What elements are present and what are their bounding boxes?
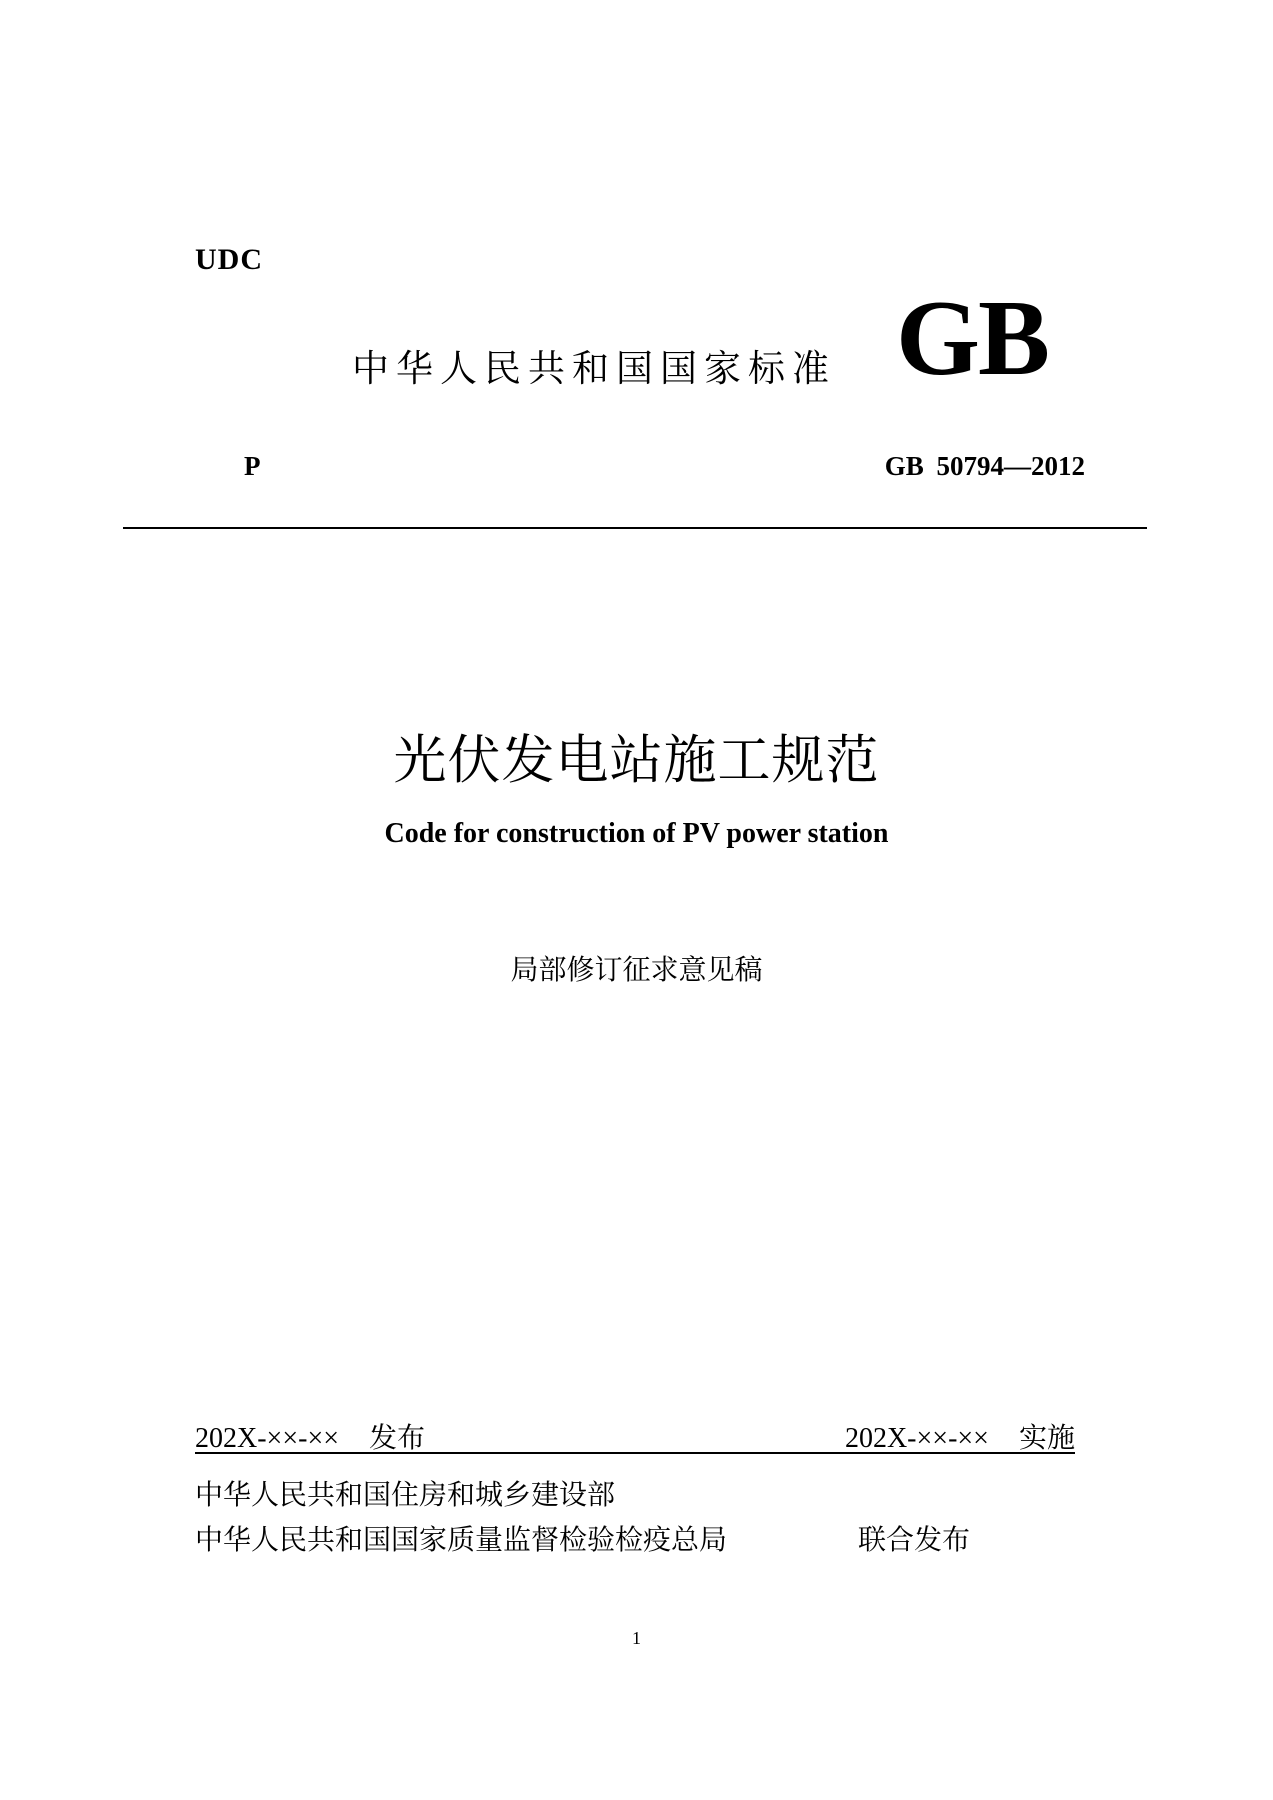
page-number: 1	[632, 1628, 641, 1648]
classification-code: P	[244, 451, 261, 481]
implement-date-group	[845, 1416, 1075, 1456]
publish-date: 202X-××-××	[195, 1423, 340, 1454]
document-title-english: Code for construction of PV power station	[384, 818, 889, 849]
issuer-ministry-housing: 中华人民共和国住房和城乡建设部	[195, 1478, 616, 1511]
date-line	[195, 1416, 1075, 1454]
publish-label: 发布	[369, 1421, 426, 1454]
national-standard-title: 中华人民共和国国家标准	[352, 347, 836, 390]
header-divider	[123, 527, 1147, 529]
udc-label: UDC	[195, 243, 263, 276]
joint-issue-label: 联合发布	[858, 1523, 971, 1556]
document-title-chinese: 光伏发电站施工规范	[393, 730, 880, 791]
gb-logo-mark: GB	[896, 279, 1049, 398]
implement-label: 实施	[1018, 1421, 1075, 1454]
implement-date: 202X-××-××	[844, 1423, 989, 1454]
issuer-aqsiq: 中华人民共和国国家质量监督检验检疫总局	[195, 1523, 728, 1556]
publish-date-group	[195, 1416, 425, 1456]
standard-number: GB 50794—2012	[884, 451, 1085, 481]
draft-note: 局部修订征求意见稿	[510, 953, 763, 986]
